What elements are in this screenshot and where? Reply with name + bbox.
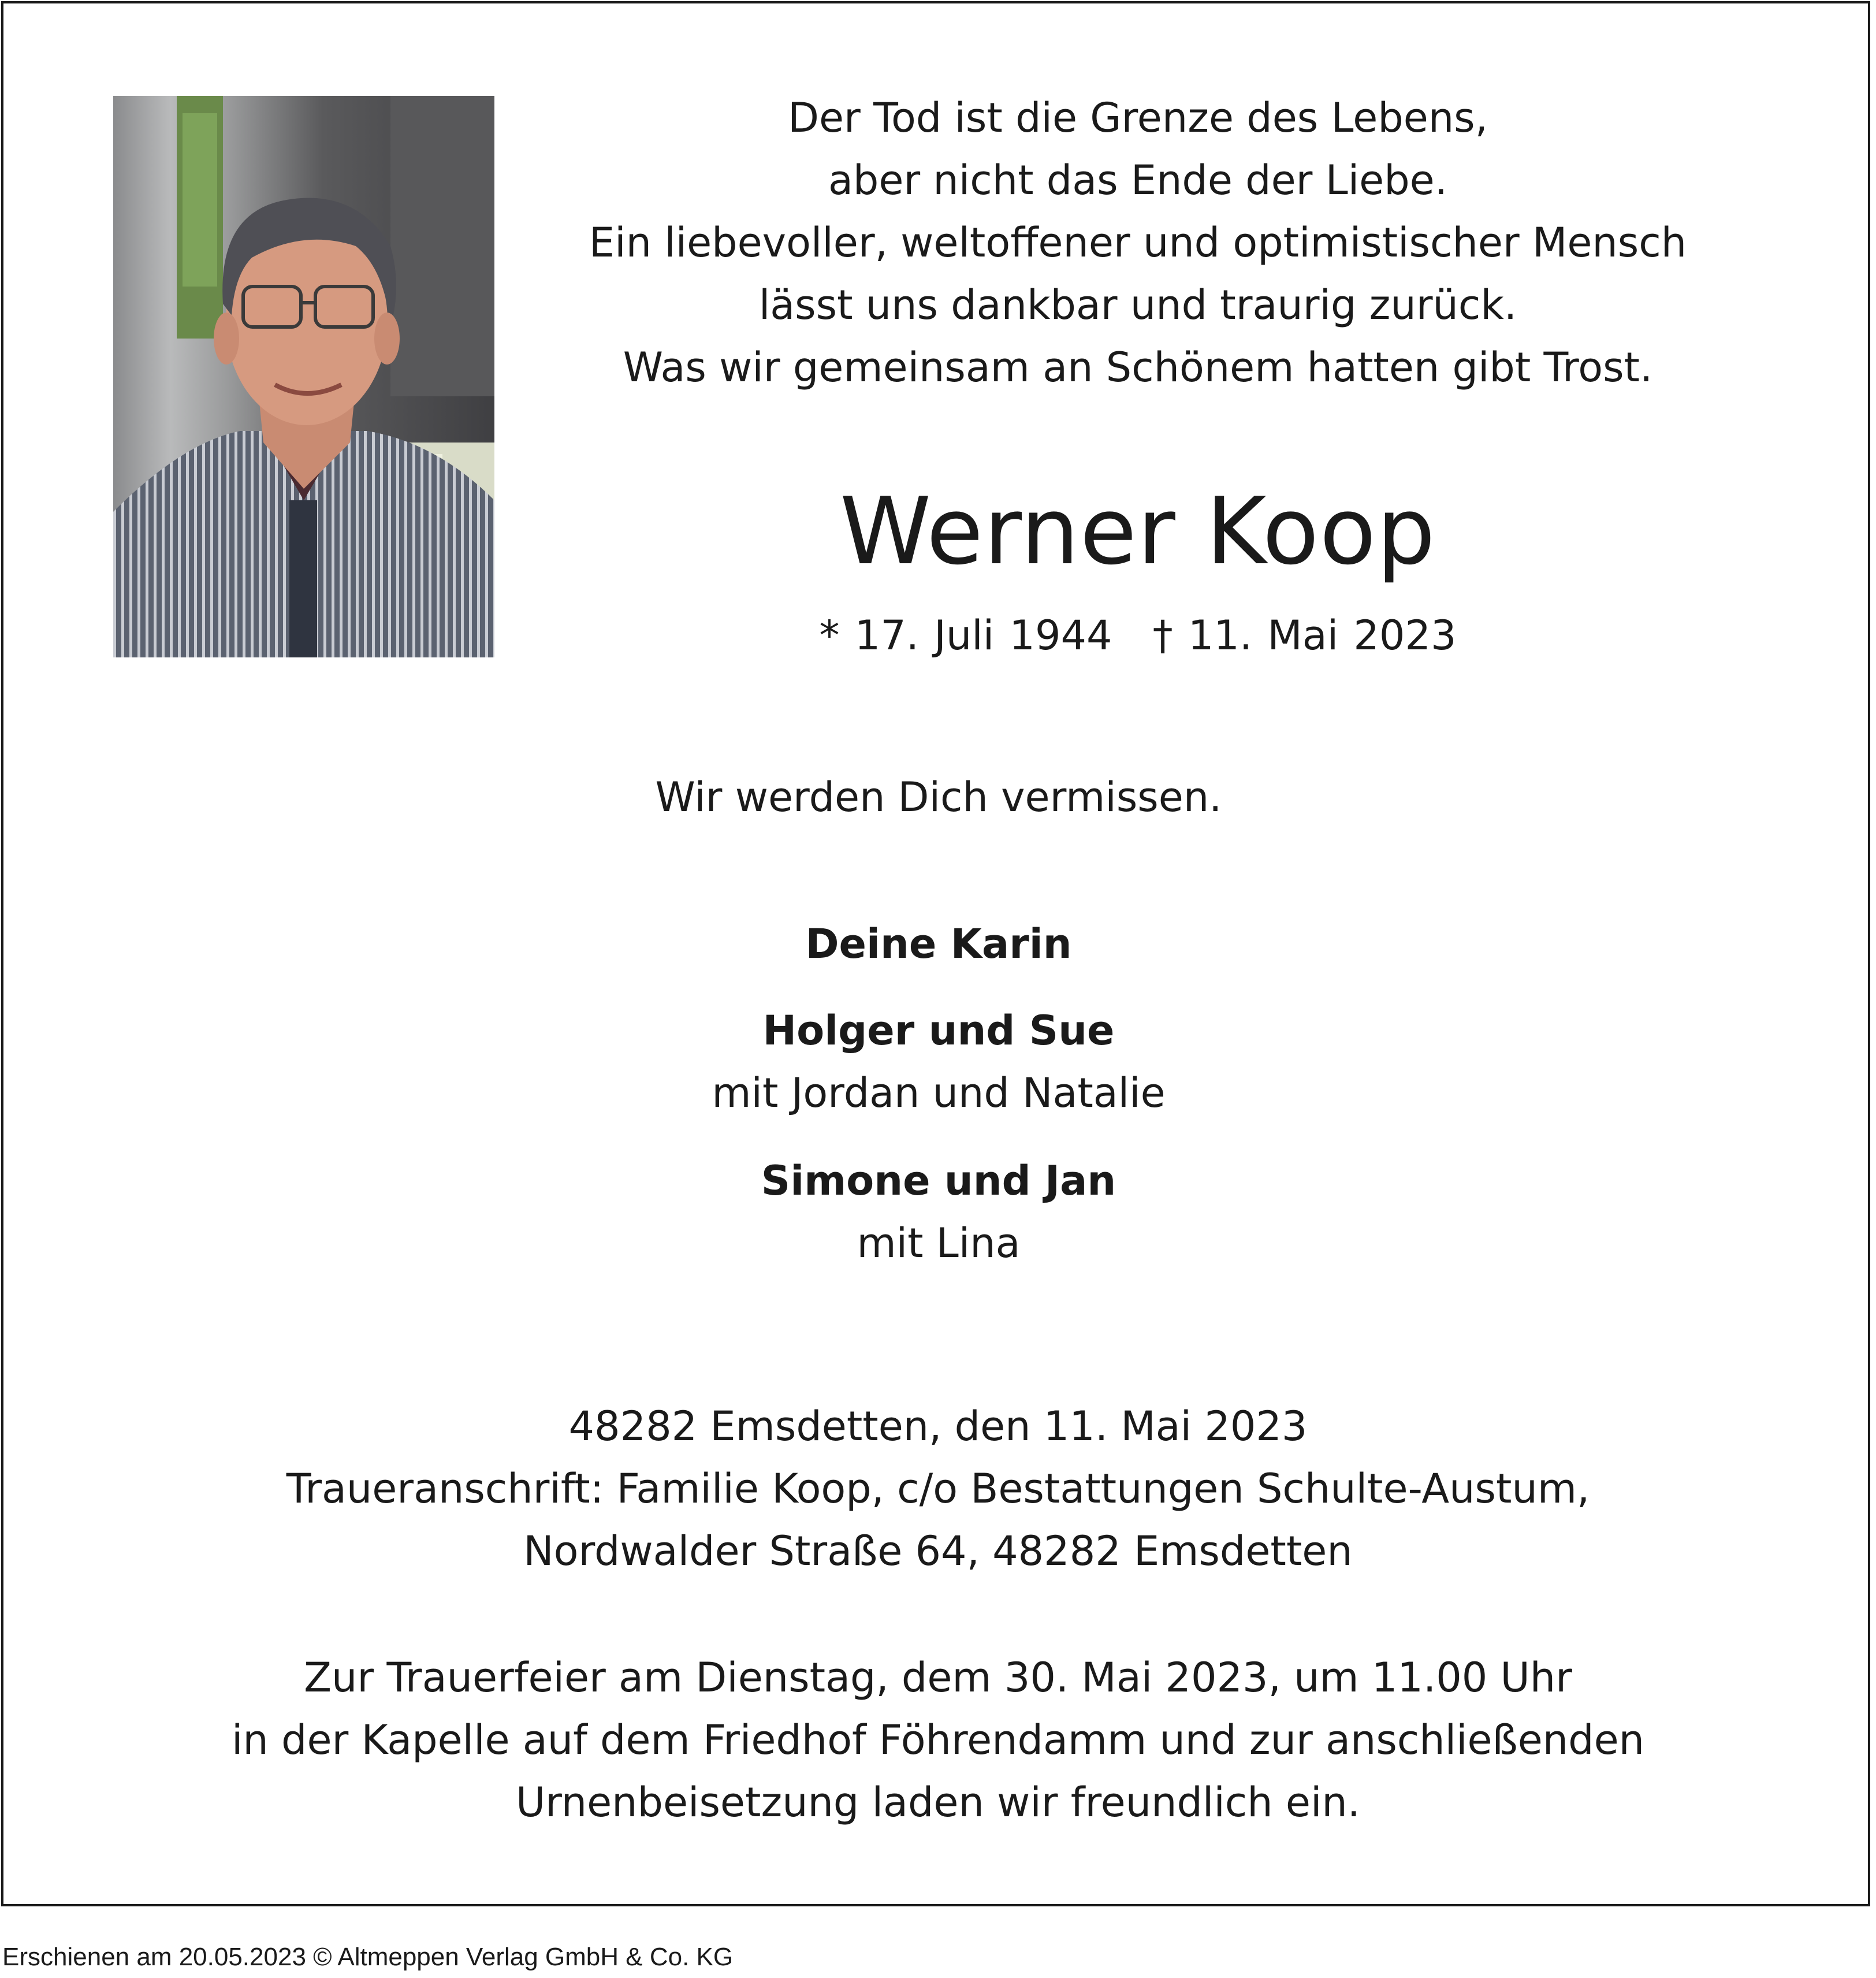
funeral-line: Zur Trauerfeier am Dienstag, dem 30. Mai 2023, um 11.00 Uhr bbox=[304, 1654, 1572, 1701]
address-line: Nordwalder Straße 64, 48282 Emsdetten bbox=[523, 1527, 1353, 1575]
life-dates bbox=[566, 607, 1710, 664]
family-name: Holger und Sue bbox=[762, 1007, 1115, 1054]
address-line: Traueranschrift: Familie Koop, c/o Bestattungen Schulte-Austum, bbox=[286, 1465, 1590, 1512]
funeral-block bbox=[116, 1646, 1760, 1834]
poem-line: aber nicht das Ende der Liebe. bbox=[828, 157, 1447, 204]
death-date: † 11. Mai 2023 bbox=[1152, 612, 1457, 659]
family-group bbox=[578, 1150, 1300, 1274]
family-name: Deine Karin bbox=[805, 920, 1072, 968]
deceased-name: Werner Koop bbox=[839, 477, 1436, 585]
family-name: Simone und Jan bbox=[761, 1157, 1116, 1204]
funeral-line: in der Kapelle auf dem Friedhof Föhrendamm und zur anschließenden bbox=[231, 1716, 1645, 1764]
poem-line: Der Tod ist die Grenze des Lebens, bbox=[788, 94, 1488, 142]
poem-line: Was wir gemeinsam an Schönem hatten gibt Trost. bbox=[623, 344, 1653, 391]
publication-footer: Erschienen am 20.05.2023 © Altmeppen Verlag GmbH & Co. KG bbox=[2, 1943, 734, 1971]
address-line: 48282 Emsdetten, den 11. Mai 2023 bbox=[568, 1403, 1308, 1450]
birth-date: * 17. Juli 1944 bbox=[819, 612, 1112, 659]
family-sub: mit Lina bbox=[857, 1219, 1021, 1267]
poem-line: Ein liebevoller, weltoffener und optimistischer Mensch bbox=[589, 219, 1687, 266]
poem bbox=[566, 87, 1710, 399]
miss-line: Wir werden Dich vermissen. bbox=[655, 774, 1222, 821]
portrait-photo bbox=[113, 96, 494, 657]
poem-line: lässt uns dankbar und traurig zurück. bbox=[758, 281, 1517, 329]
funeral-line: Urnenbeisetzung laden wir freundlich ein. bbox=[515, 1779, 1361, 1826]
family-group bbox=[578, 913, 1300, 975]
family-group bbox=[578, 999, 1300, 1124]
address-block bbox=[116, 1395, 1760, 1582]
family-sub: mit Jordan und Natalie bbox=[712, 1069, 1166, 1117]
